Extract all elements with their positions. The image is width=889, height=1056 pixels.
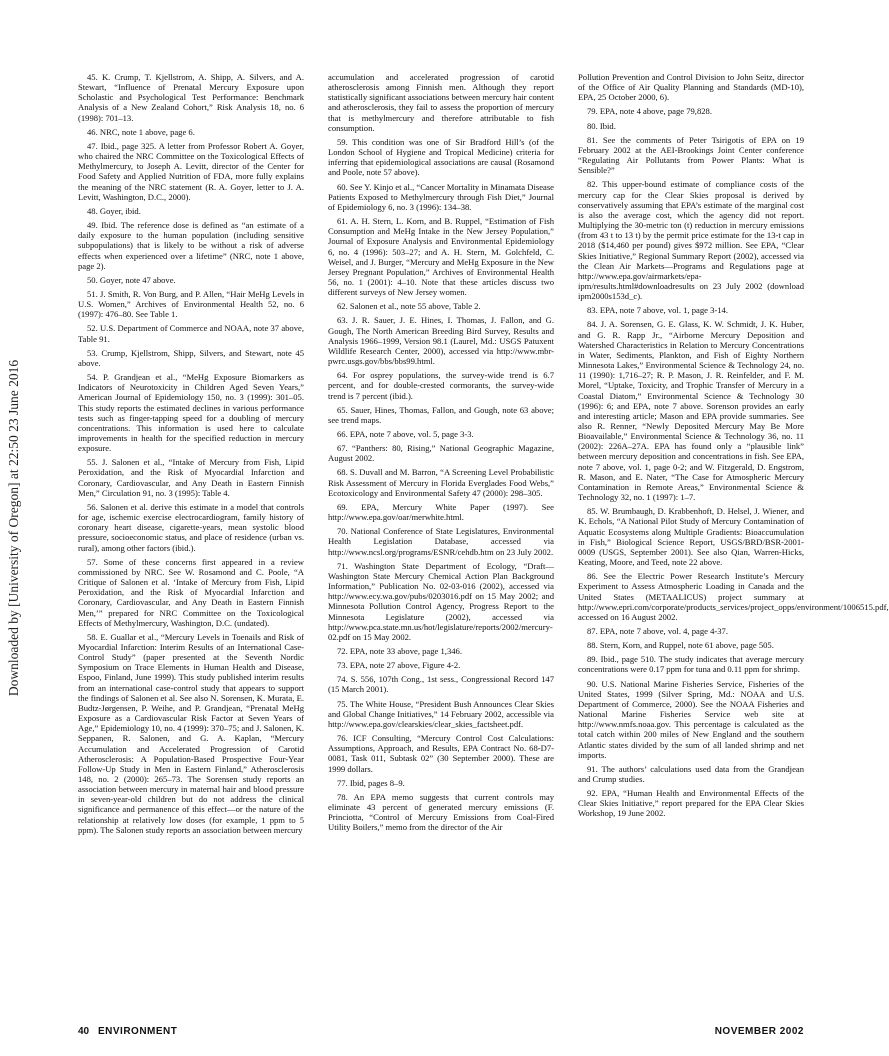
endnote: 74. S. 556, 107th Cong., 1st sess., Congressional Record 147 (15 March 2001).	[328, 674, 554, 695]
endnote: 87. EPA, note 7 above, vol. 4, page 4-37.	[587, 625, 728, 636]
endnote: 91. The authors’ calculations used data from the Grandjean and Crump studies.	[578, 763, 804, 784]
endnote: 54. P. Grandjean et al., “MeHg Exposure Biomarkers as Indicators of Neurotoxicity in Children Aged Seven Years,” American Journal of Epidemiology 150, no. 3 (1999): 301–05. This study reports the estimated declines in various performance tests such as finger-tapping speed for a doubling of mercury concentrations. This information is used here to calculate improvements in health for the specified reduction in mercury exposure.	[78, 372, 304, 454]
endnote: 89. Ibid., page 510. The study indicates that average mercury concentrations were 0.17 ppm for tuna and 0.11 ppm for shrimp.	[578, 654, 804, 675]
endnote: 45. K. Crump, T. Kjellstrom, A. Shipp, A. Silvers, and A. Stewart, “Influence of Prenatal Mercury Exposure upon Scholastic and Psychological Test Performance: Benchmark Analysis of a New Zealand Cohort,” Risk Analysis 18, no. 6 (1998): 701–13.	[78, 72, 304, 123]
endnote: 65. Sauer, Hines, Thomas, Fallon, and Gough, note 63 above; see trend maps.	[328, 404, 554, 425]
endnote: 71. Washington State Department of Ecology, “Draft—Washington State Mercury Chemical Action Plan Background Information,” Publication No. 02-03-016 (2002), accessed via http://www.ecy.wa.gov/pubs/0203016.pdf on 15 May 2002; and Minnesota Pollution Control Agency, Progress Report to the Minnesota Legislature (2002), accessed via http://www.pca.state.mn.us/hot/legislature/reports/2002/mercury-02.pdf on 15 May 2002.	[328, 560, 554, 642]
endnote: 80. Ibid.	[587, 120, 616, 131]
endnote: 79. EPA, note 4 above, page 79,828.	[587, 106, 712, 117]
endnote: 57. Some of these concerns first appeared in a review commissioned by NRC. See W. Rosamond and C. Poole, “A Critique of Salonen et al. ‘Intake of Mercury from Fish, Lipid Peroxidation, and the Risk of Myocardial Infarction and Coronary, Cardiovascular, and Any Death in Eastern Finnish Men,’” prepared for NRC Committee on the Toxicological Effects of Methylmercury, Washington, D.C. (undated).	[78, 556, 304, 628]
endnote: accumulation and accelerated progression of carotid atherosclerosis among Finnish men. Although they report statistically significant associations between mercury hair content and atherosclerosis, they fail to assess the proportion of mercury that is methylmercury and therefore attributable to fish consumption.	[328, 72, 554, 133]
endnote: 92. EPA, “Human Health and Environmental Effects of the Clear Skies Initiative,” report prepared for the EPA Clear Skies Workshop, 19 June 2002.	[578, 788, 804, 819]
endnote: 73. EPA, note 27 above, Figure 4-2.	[337, 660, 461, 671]
notes-column-3	[578, 72, 889, 823]
page-footer	[78, 1026, 804, 1040]
page-number: 40	[78, 1026, 90, 1037]
endnote: 48. Goyer, ibid.	[87, 205, 141, 216]
endnote: 70. National Conference of State Legislatures, Environmental Health Legislation Database, accessed via http://www.ncsl.org/programs/ESNR/cehdb.htm on 23 July 2002.	[328, 526, 554, 557]
endnote: 62. Salonen et al., note 55 above, Table 2.	[337, 301, 481, 312]
endnote: 77. Ibid, pages 8–9.	[337, 777, 405, 788]
endnote: 67. “Panthers: 80, Rising,” National Geographic Magazine, August 2002.	[328, 443, 554, 464]
endnote: 76. ICF Consulting, “Mercury Control Cost Calculations: Assumptions, Approach, and Results, EPA Contract No. 68-D7-0081, Task 011, Subtask 02” (30 September 2000). These are 1999 dollars.	[328, 733, 554, 774]
endnote: 59. This condition was one of Sir Bradford Hill’s (of the London School of Hygiene and Tropical Medicine) criteria for inferring that epidemiological associations are causal (Rosamond and Poole, note 57 above).	[328, 136, 554, 178]
endnote: 63. J. R. Sauer, J. E. Hines, I. Thomas, J. Fallon, and G. Gough, The North American Breeding Bird Survey, Results and Analysis 1966–1999, Version 98.1 (Laurel, Md.: USGS Patuxent Wildlife Research Center, 2000), accessed via http://www.mbr-pwrc.usgs.gov/bbs/bbs99.html.	[328, 315, 554, 367]
endnote: 81. See the comments of Peter Tsirigotis of EPA on 19 February 2002 at the AEI-Brookings Joint Center conference “Regulating Air Pollutants from Power Plants: What is Sensible?”	[578, 134, 804, 176]
endnote: 49. Ibid. The reference dose is defined as “an estimate of a daily exposure to the human population (including sensitive subpopulations) that is likely to be without a risk of adverse effects when experienced over a lifetime” (NRC, note 1 above, page 2).	[78, 220, 304, 271]
issue-date: NOVEMBER 2002	[714, 1026, 804, 1037]
endnote: 75. The White House, “President Bush Announces Clear Skies and Global Change Initiatives,” 14 February 2002, accessible via http://www.epa.gov/clearskies/clear_skies_factsheet.pdf.	[328, 698, 554, 729]
notes-column-2	[328, 72, 554, 836]
endnote: 78. An EPA memo suggests that current controls may eliminate 43 percent of generated mercury emissions (F. Princiotta, “Control of Mercury Emissions from Coal-Fired Utility Boilers,” memo from the director of the Air	[328, 791, 554, 833]
endnote: 60. See Y. Kinjo et al., “Cancer Mortality in Minamata Disease Patients Exposed to Methylmercury through Fish Diet,” Journal of Epidemiology 6, no. 3 (1996): 134–38.	[328, 181, 554, 212]
endnote: 47. Ibid., page 325. A letter from Professor Robert A. Goyer, who chaired the NRC Committee on the Toxicological Effects of Methylmercury, to Joseph A. Levitt, director of the Center for Food Safety and Applied Nutrition of FDA, more fully explains the meaning of the NRC statement (R. A. Goyer, letter to J. A. Levitt, Washington, D.C., 2000).	[78, 140, 304, 202]
endnote: 85. W. Brumbaugh, D. Krabbenhoft, D. Helsel, J. Wiener, and K. Echols, “A National Pilot Study of Mercury Contamination of Aquatic Ecosystems along Multiple Gradients: Bioaccumulation in Fish,” Biological Science Report, USGS/BRD/BSR-2001-0009 (USGS, September 2001). See also Qian, Warren-Hicks, Keating, Moore, and Teed, note 22 above.	[578, 506, 804, 568]
endnote: Pollution Prevention and Control Division to John Seitz, director of the Office of Air Quality Planning and Standards (MD-10), EPA, 25 October 2000, 6).	[578, 72, 804, 103]
endnote: 51. J. Smith, R. Von Burg, and P. Allen, “Hair MeHg Levels in U.S. Women,” Archives of Environmental Health 52, no. 6 (1997): 476–80. See Table 1.	[78, 288, 304, 320]
download-watermark	[2, 0, 26, 1056]
endnote: 50. Goyer, note 47 above.	[87, 274, 176, 285]
endnote: 53. Crump, Kjellstrom, Shipp, Silvers, and Stewart, note 45 above.	[78, 347, 304, 368]
endnote: 46. NRC, note 1 above, page 6.	[87, 126, 195, 137]
endnote: 58. E. Guallar et al., “Mercury Levels in Toenails and Risk of Myocardial Infarction: Interim Results of an International Case-Control Study” (paper presented at the Seventh Nordic Symposium on Trace Elements in Human Health and Disease, Espoo, Finland, June 1999). This study published interim results from an international case-control study that appears to support the findings of Salonen et al. See also N. Sorensen, K. Murata, E. Budtz-Jørgensen, P. Weihe, and P. Grandjean, “Prenatal MeHg Exposure as a Cardiovascular Risk Factor at Seven Years of Age,” Epidemiology 10, no. 4 (1999): 370–75; and J. Salonen, K. Seppanen, R. Salonen, and G. A. Kaplan, “Mercury Accumulation and Accelerated Progression of Carotid Atherosclerosis: A Population-Based Prospective Four-Year Follow-Up Study in Men in Eastern Finland,” Atherosclerosis 148, no. 2 (2000): 265–73. The Sorensen study reports an association between mercury in maternal hair and blood pressure in seven-year-old children but do not address the clinical significance and permanence of this effect—or the nature of the relationship at relatively low doses (for example, 1 ppm to 5 ppm). The Salonen study reports an association between mercury	[78, 631, 304, 835]
endnote: 68. S. Duvall and M. Barron, “A Screening Level Probabilistic Risk Assessment of Mercury in Florida Everglades Food Webs,” Ecotoxicology and Environmental Safety 47 (2000): 298–305.	[328, 467, 554, 498]
endnote: 90. U.S. National Marine Fisheries Service, Fisheries of the United States, 1999 (Silver Spring, Md.: NOAA and U.S. Department of Commerce, 2000). See the NOAA Fisheries and National Marine Fisheries Service web site at http://www.nmfs.noaa.gov. This percentage is calculated as the total catch within 200 miles of New England and the southern Atlantic states divided by the sum of all landed shrimp and net imports.	[578, 678, 804, 760]
endnote: 86. See the Electric Power Research Institute’s Mercury Experiment to Assess Atmospheric Loading in Canada and the United States (METAALICUS) project summary at http://www.epri.com/corporate/products_services/project_opps/environment/1006515.pdf, accessed on 16 August 2002.	[578, 571, 889, 622]
journal-name: ENVIRONMENT	[98, 1026, 178, 1037]
endnote: 84. J. A. Sorensen, G. E. Glass, K. W. Schmidt, J. K. Huber, and G. R. Rapp Jr., “Airborne Mercury Deposition and Watershed Characteristics in Relation to Mercury Concentrations in Water, Sediments, Plankton, and Fish of Eighty Northern Minnesota Lakes,” Environmental Science & Technology 24, no. 11 (1990): 1,716–27; R. P. Mason, J. R. Reinfelder, and F. M. Morel, “Uptake, Toxicity, and Trophic Transfer of Mercury in a Coastal Diatom,” Environmental Science & Technology 30 (1996): 6; and EPA, note 7 above. Sorenson provides an early and interesting article; Mason and EPA provide summaries. See also R. Renner, “Newly Deposited Mercury May Be More Bioavailable,” Environmental Science & Technology 36, no. 11 (2002): 226A–27A. EPA has found only a “plausible link” between mercury deposition and concentrations in fish. See EPA, note 7 above, vol. 1, page 0-2; and W. Fitzgerald, D. Engstrom, R. Mason, and E. Nater, “The Case for Atmospheric Mercury Contamination in Remote Areas,” Environmental Science & Technology 32, no. 1 (1997): 1–7.	[578, 319, 804, 503]
endnote: 72. EPA, note 33 above, page 1,346.	[337, 645, 462, 656]
notes-column-1	[78, 72, 304, 839]
endnote: 69. EPA, Mercury White Paper (1997). See http://www.epa.gov/oar/merwhite.html.	[328, 501, 554, 523]
endnote: 55. J. Salonen et al., “Intake of Mercury from Fish, Lipid Peroxidation, and the Risk of Myocardial Infarction and Coronary, Cardiovascular, and Any Death in Eastern Finnish Men,” Circulation 91, no. 3 (1995): Table 4.	[78, 457, 304, 498]
endnote: 88. Stern, Korn, and Ruppel, note 61 above, page 505.	[587, 640, 774, 651]
endnote: 66. EPA, note 7 above, vol. 5, page 3-3.	[337, 429, 474, 439]
endnote: 52. U.S. Department of Commerce and NOAA, note 37 above, Table 91.	[78, 323, 304, 344]
endnote: 83. EPA, note 7 above, vol. 1, page 3-14.	[587, 305, 728, 316]
endnote: 82. This upper-bound estimate of compliance costs of the mercury cap for the Clear Skies proposal is derived by conservatively assuming that EPA’s estimate of the marginal cost is also the average cost, which the agency did not report. Multiplying the 30-metric ton (t) reduction in mercury emissions (from 43 t to 13 t) by the permit price estimate for the 13-t cap in 2018 ($14,460 per pound) gives $972 million. See EPA, “Clear Skies Initiative,” Regional Summary Report (2002), accessed via the Clean Air Markets—Programs and Regulations page at http://www.epa.gov/airmarkets/epa-ipm/results.html#downloadresults on 23 July 2002 (download ipm2000s153d_c).	[578, 179, 804, 302]
download-notice: Downloaded by [University of Oregon] at 22:50 23 June 2016	[6, 359, 21, 697]
endnote: 64. For osprey populations, the survey-wide trend is 6.7 percent, and for double-crested cormorants, the survey-wide trend is 7 percent (ibid.).	[328, 370, 554, 401]
endnote: 61. A. H. Stern, L. Korn, and B. Ruppel, “Estimation of Fish Consumption and MeHg Intake in the New Jersey Population,” Journal of Exposure Analysis and Environmental Epidemiology 6, no. 4 (1996): 503–27; and A. H. Stern, M. Golchfeld, C. Weisel, and J. Burger, “Mercury and MeHg Exposure in the New Jersey Pregnant Population,” Archives of Environmental Health 56, no. 1 (2001): 4–10. Note that these articles discuss two different surveys of New Jersey women.	[328, 216, 554, 298]
endnote: 56. Salonen et al. derive this estimate in a model that controls for age, ischemic exercise electrocardiogram, family history of coronary heart disease, cigarette-years, mean systolic blood pressure, socioeconomic status, and place of residence (urban vs. rural), among other factors (ibid.).	[78, 501, 304, 553]
